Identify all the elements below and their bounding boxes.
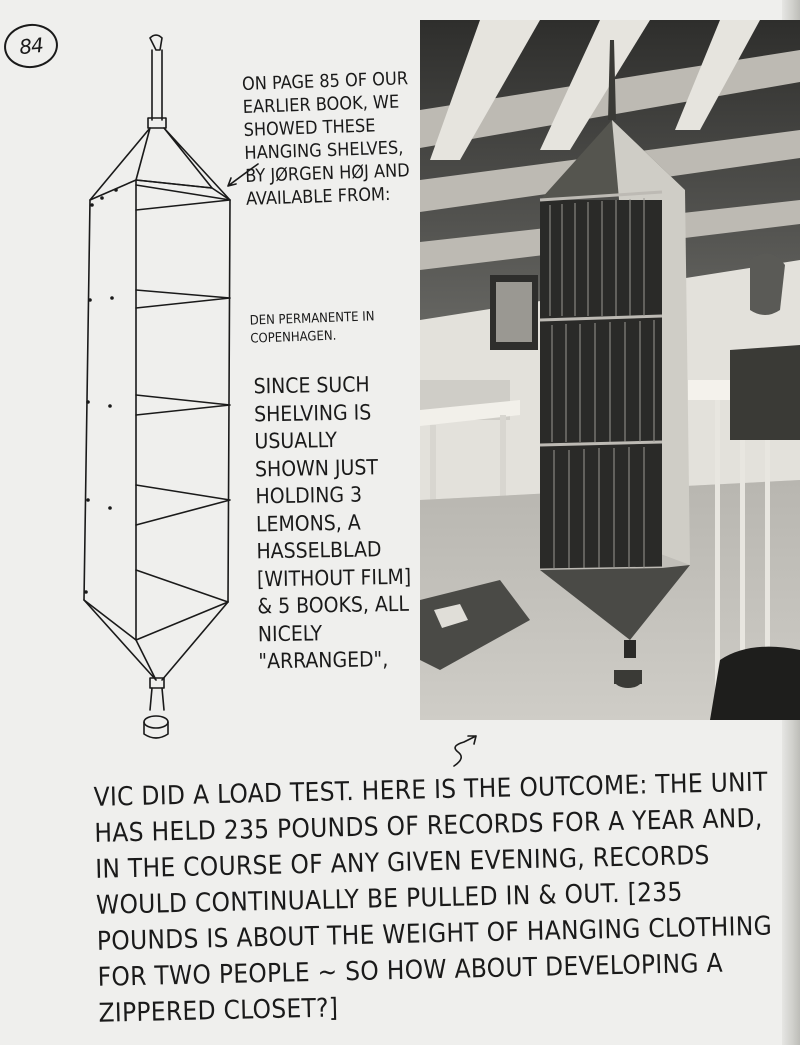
sketch-back-edge <box>136 180 230 602</box>
sketch-bottom-pyramid <box>84 600 228 680</box>
sketch-shelf-3 <box>136 395 230 415</box>
squiggle-arrow-icon <box>446 732 486 772</box>
sketch-shelf-2 <box>136 290 230 308</box>
sketch-shelf-4 <box>136 485 230 525</box>
sketch-left-panel <box>84 180 136 640</box>
note-source: DEN PERMANENTE IN COPENHAGEN. <box>249 309 375 347</box>
note-lemons: SINCE SUCH SHELVING IS USUALLY SHOWN JUST HOLDING 3 LEMONS, A HASSELBLAD [WITHOUT FILM] & 5 BOOKS, ALL NICELY "ARRANGED", <box>253 372 412 674</box>
sketch-shelf-1 <box>136 185 230 210</box>
sketch-shelf-5 <box>136 570 228 640</box>
page-number: 84 <box>2 21 60 70</box>
sketch-weight <box>144 716 168 728</box>
photo-hanging-shelves <box>420 20 800 720</box>
sketch-top-strap <box>150 35 162 50</box>
note-load-test: VIC DID A LOAD TEST. HERE IS THE OUTCOME: THE UNIT HAS HELD 235 POUNDS OF RECORDS FOR A YEAR AND, IN THE COURSE OF ANY GIVEN EVENING, RECORDS WOULD CONTINUALLY BE PULLED IN & OUT. [235 POUNDS IS ABOUT THE WEIGHT OF HANGING CLOTHING FOR TWO PEOPLE ~ SO HOW ABOUT DEVELOPING A ZIPPERED CLOSET?] <box>93 767 773 1029</box>
hanging-shelves-sketch <box>70 30 250 750</box>
note-intro: ON PAGE 85 OF OUR EARLIER BOOK, WE SHOWED THESE HANGING SHELVES, BY JØRGEN HØJ AND AVAILABLE FROM: <box>241 68 410 210</box>
